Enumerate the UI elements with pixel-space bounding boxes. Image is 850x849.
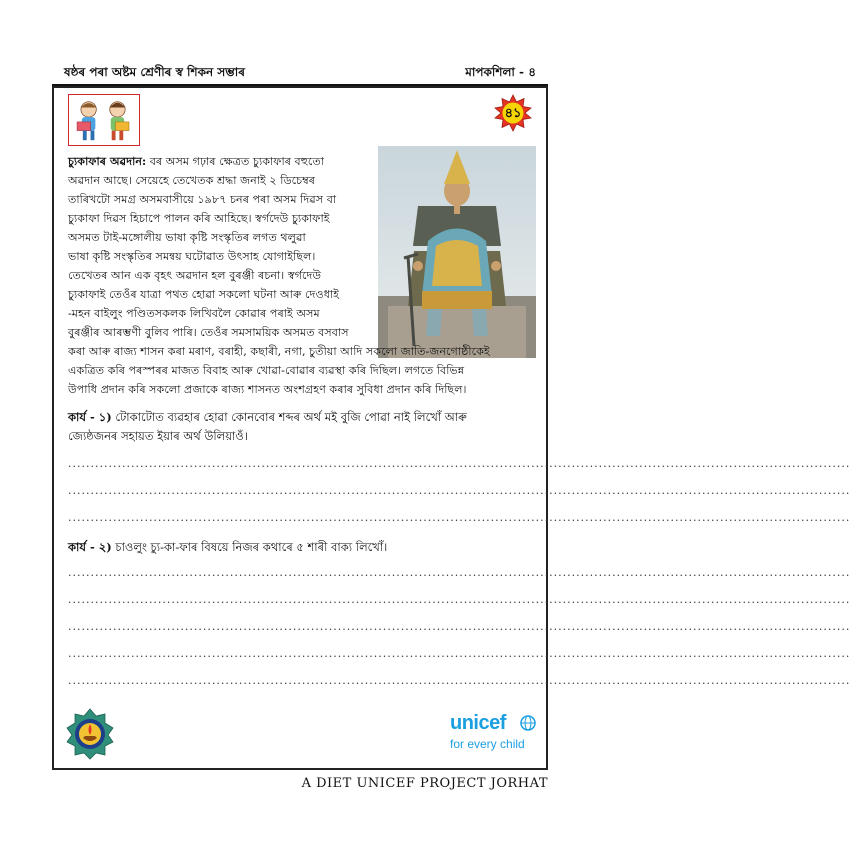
task-1-answer-line-2[interactable]: .............................................................................................................................................................................. <box>68 484 850 497</box>
task-1-answer-line-3[interactable]: .............................................................................................................................................................................. <box>68 511 850 524</box>
task-2-answer-line-5[interactable]: .............................................................................................................................................................................. <box>68 674 850 687</box>
header-module-number: মাপকশিলা - ৪ <box>465 65 536 79</box>
task-1-line: কাৰ্য - ১) টোকাটোত ব্যৱহাৰ হোৱা কোনবোৰ শব্দৰ অৰ্থ মই বুজি পোৱা নাই লিখোঁ আৰু <box>68 410 467 424</box>
passage-line: চ্যুকাফাৰ অৱদান: বৰ অসম গঢ়াৰ ক্ষেত্ৰত চ্যুকাফাৰ বহুতো <box>68 154 325 168</box>
task-1-prompt <box>68 408 538 446</box>
unicef-tagline: for every child <box>450 737 525 751</box>
task-2-answer-line-4[interactable]: .............................................................................................................................................................................. <box>68 647 850 660</box>
passage-line: কৰা আৰু ৰাজ্য শাসন কৰা মৰাণ, বৰাহী, কছাৰী, নগা, চুতীয়া আদি সকলো জাতি-জনগোষ্ঠীকেই <box>68 345 490 358</box>
task-2-answer-line-3[interactable]: .............................................................................................................................................................................. <box>68 620 850 633</box>
unicef-logo <box>450 712 538 764</box>
passage-line: তেখেতৰ আন এক বৃহৎ অৱদান হল বুৰঞ্জী ৰচনা। স্বৰ্গদেউ <box>68 269 322 282</box>
passage-line: একত্ৰিত কৰি পৰস্পৰৰ মাজত বিবাহ আৰু খোৱা-বোৱাৰ ব্যৱস্থা কৰি দিছিল। লগতে বিভিন্ন <box>68 364 465 377</box>
lamp-emblem-icon <box>64 708 116 760</box>
diet-emblem-logo <box>64 708 116 760</box>
unicef-wordmark: unicef <box>450 712 506 734</box>
passage-line: বুৰঞ্জীৰ আৰম্ভণী বুলিব পাৰি। তেওঁৰ সমসাময়িক অসমত বসবাস <box>68 326 349 339</box>
page-header <box>52 62 548 86</box>
passage-title: চ্যুকাফাৰ অৱদান: <box>68 154 147 168</box>
header-series-title: ষষ্ঠৰ পৰা অষ্টম শ্ৰেণীৰ স্ব শিকন সম্ভাৰ <box>64 65 245 79</box>
task-2-answer-line-1[interactable]: .............................................................................................................................................................................. <box>68 566 850 579</box>
passage-line: অসমত টাই-মঙ্গোলীয় ভাষা কৃষ্টি সংস্কৃতিৰ লগত থলুৱা <box>68 231 306 244</box>
passage-line: উপাধি প্ৰদান কৰি সকলো প্ৰজাকে ৰাজ্য শাসনত অংশগ্ৰহণ কৰাৰ সুবিধা প্ৰদান কৰি দিছিল। <box>68 383 467 396</box>
kids-reading-icon <box>69 95 139 145</box>
task-1-answer-line-1[interactable]: .............................................................................................................................................................................. <box>68 457 850 470</box>
task-2-prompt: কাৰ্য - ২) চাওলুং চ্যু-কা-ফাৰ বিষয়ে নিজৰ কথাৰে ৫ শাৰী বাক্য লিখোঁ। <box>68 540 388 554</box>
task-1-label: কাৰ্য - ১) <box>68 410 112 424</box>
passage-line: ভাষা কৃষ্টি সংস্কৃতিৰ সমন্বয় ঘটোৱাত উৎসাহ যোগাইছিল। <box>68 250 316 263</box>
passage-line: তাৰিখটো সমগ্ৰ অসমবাসীয়ে ১৯৮৭ চনৰ পৰা অসম দিৱস বা <box>68 193 337 206</box>
lesson-number-badge <box>494 94 532 132</box>
task-1-line: জ্যেষ্ঠজনৰ সহায়ত ইয়াৰ অৰ্থ উলিয়াওঁ। <box>68 429 248 443</box>
sukapha-contribution-passage <box>68 152 538 399</box>
page-footer: A DIET UNICEF PROJECT JORHAT <box>301 776 548 791</box>
passage-line: অৱদান আছে। সেয়েহে তেখেতক শ্ৰদ্ধা জনাই ২ ডিচেম্বৰ <box>68 174 316 187</box>
lesson-number: ৪১ <box>504 106 522 121</box>
passage-line: -মহন বাইলুং পণ্ডিতসকলক লিখিবলৈ কোৱাৰ পৰাই অসম <box>68 307 320 320</box>
task-2-label: কাৰ্য - ২) <box>68 540 112 554</box>
passage-line: চ্যুকাফা দিৱস হিচাপে পালন কৰি আহিছে। স্বৰ্গদেউ চ্যুকাফাই <box>68 212 330 225</box>
task-2-answer-line-2[interactable]: .............................................................................................................................................................................. <box>68 593 850 606</box>
passage-line: চ্যুকাফাই তেওঁৰ যাত্ৰা পথত হোৱা সকলো ঘটনা আৰু দেওধাই <box>68 288 340 301</box>
globe-icon <box>520 715 536 731</box>
kids-reading-illustration <box>68 94 140 146</box>
